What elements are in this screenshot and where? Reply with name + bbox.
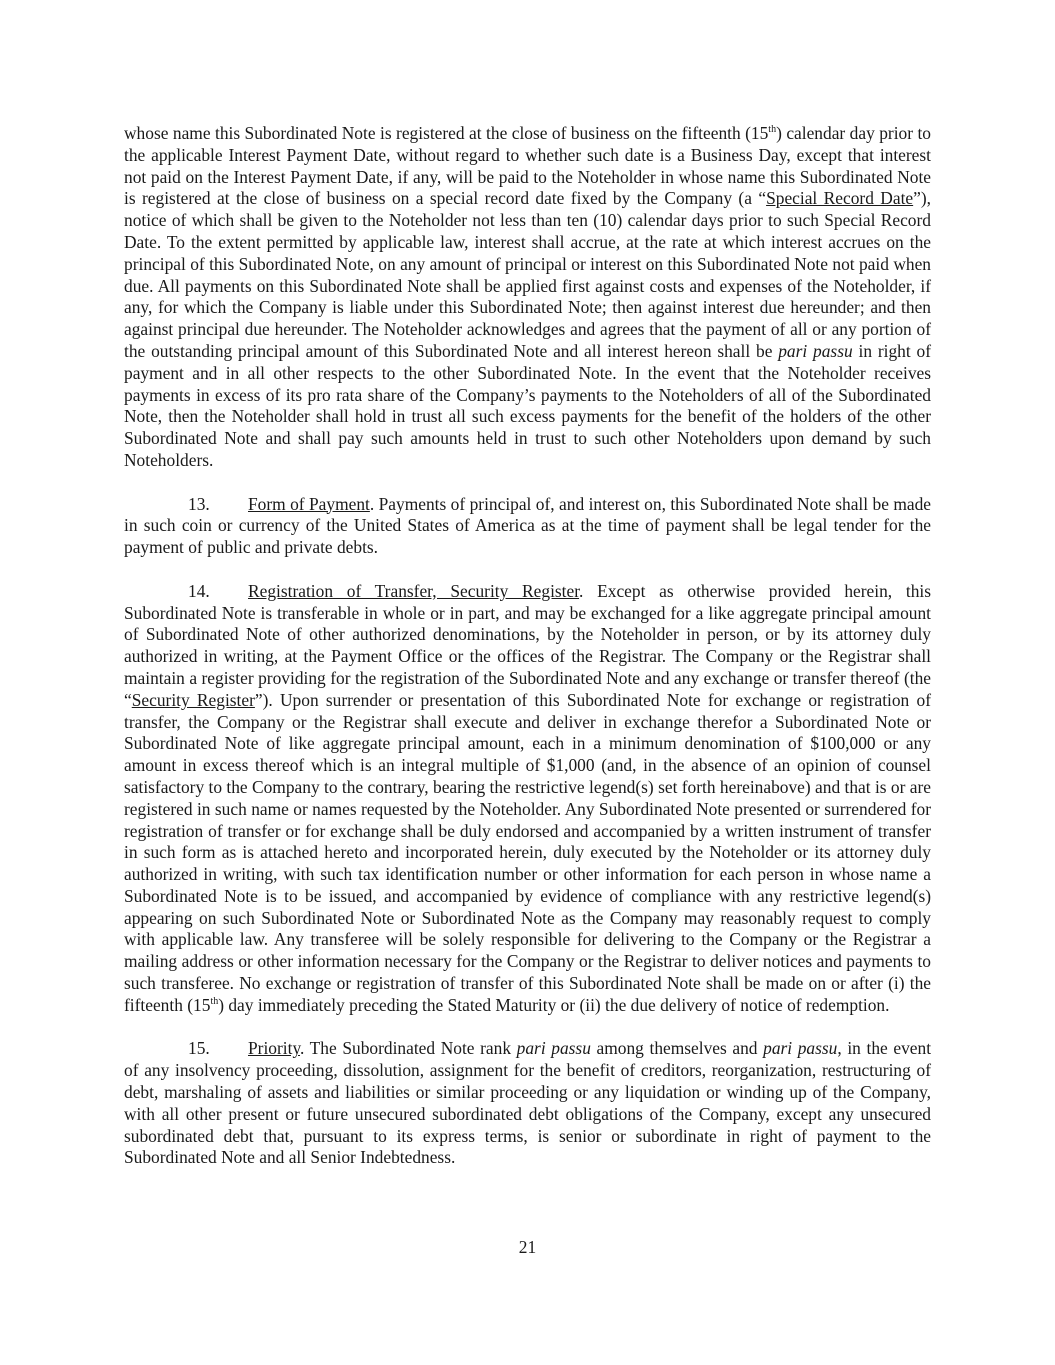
text-run: ) day immediately preceding the Stated Maturity or (ii) the due delivery of notice of redemption. [218,994,890,1015]
section-heading: Form of Payment [248,493,370,514]
defined-term-security-register: Security Register [131,689,255,710]
text-run: ”). Upon surrender or presentation of this Subordinated Note for exchange or registration of transfer, the Company or the Registrar shall execute and deliver in exchange therefor a Subordinated Note or Subordinated Note of like aggregate principal amount, each in a minimum denomination of $100,000 or any amount in excess thereof which is an integral multiple of $1,000 (and, in the absence of an opinion of counsel satisfactory to the Company to the contrary, bearing the restrictive legend(s) set forth hereinabove) and that is or are registered in such name or names requested by the Noteholder. Any Subordinated Note presented or surrendered for registration of transfer or for exchange shall be duly endorsed and accompanied by a written instrument of transfer in such form as is attached hereto and incorporated herein, duly executed by the Noteholder or its attorney duly authorized in writing, with such tax identification number or other information for each person in whose name a Subordinated Note is to be issued, and accompanied by evidence of compliance with any restrictive legend(s) appearing on such Subordinated Note or Subordinated Note as the Company may reasonably request to comply with applicable law. Any transferee will be solely responsible for delivering to the Company or the Registrar a mailing address or other information necessary for the Company or the Registrar to deliver notices and payments to such transferee. No exchange or registration of transfer of this Subordinated Note shall be made on or after (i) the fifteenth (15 [124,689,931,1015]
text-run: ”), notice of which shall be given to the Noteholder not less than ten (10) calendar days prior to such Special Record Date. To the extent permitted by applicable law, interest shall accrue, at the rate at which interest accrues on the principal of this Subordinated Note, on any amount of principal or interest on this Subordinated Note not paid when due. All payments on this Subordinated Note shall be applied first against costs and expenses of the Noteholder, if any, for which the Company is liable under this Subordinated Note; then against interest due hereunder; and then against principal due hereunder. The Noteholder acknowledges and agrees that the payment of all or any portion of the outstanding principal amount of this Subordinated Note and all interest hereon shall be [124,188,931,361]
paragraph-13 [124,494,931,559]
text-run: among themselves and [590,1038,764,1059]
section-number: 14. [188,580,210,601]
text-run: ) calendar day prior to the applicable Interest Payment Date, without regard to whether such date is a Business Day, except that interest not paid on the Interest Payment Date, if any, will be paid to the Noteholder in whose name this Subordinated Note is registered at the close of business on a special record date fixed by the Company (a “ [124,123,931,209]
section-number: 13. [188,493,210,514]
text-run: . Payments of principal of, and interest on, this Subordinated Note shall be made in such coin or currency of the United States of America as at the time of payment shall be legal tender for the payment of public and private debts. [124,493,932,558]
paragraph-15 [124,1038,931,1169]
text-run: whose name this Subordinated Note is registered at the close of business on the fifteenth (15 [124,123,769,143]
defined-term-special-record-date: Special Record Date [766,188,914,209]
italic-term: pari passu [763,1038,838,1059]
text-run: in right of payment and in all other respects to the other Subordinated Note. In the event that the Noteholder receives payments in excess of its pro rata share of the Company’s payments to the Noteholders of all of the Subordinated Note, then the Noteholder shall hold in trust all such excess payments for the benefit of the holders of the other Subordinated Note and shall pay such amounts held in trust to such other Noteholders upon demand by such Noteholders. [124,340,931,470]
paragraph-14 [124,581,931,1017]
section-heading: Priority [248,1038,301,1059]
italic-term: pari passu [516,1038,591,1059]
page-number: 21 [518,1237,537,1257]
section-heading: Registration of Transfer, Security Register [248,580,580,601]
text-run: , in the event of any insolvency proceeding, dissolution, assignment for the benefit of creditors, reorganization, restructuring of debt, marshaling of assets and liabilities or similar proceeding or any liquidation or winding up of the Company, with all other present or future unsecured subordinated debt obligations of the Company, except any unsecured subordinated debt that, pursuant to its express terms, is senior or subordinate in right of payment to the Subordinated Note and all Senior Indebtedness. [124,1038,932,1168]
text-run: . The Subordinated Note rank [300,1038,517,1059]
superscript: th [768,124,777,136]
document-page [124,123,931,1169]
superscript: th [210,996,219,1008]
text-run: . Except as otherwise provided herein, this Subordinated Note is transferable in whole or in part, and may be exchanged for a like aggregate principal amount of Subordinated Note of other authorized denominations, by the Noteholder in person, or by its attorney duly authorized in writing, at the Payment Office or the offices of the Registrar. The Company or the Registrar shall maintain a register providing for the registration of the Subordinated Note and any exchange or transfer thereof (the “ [124,580,931,710]
section-number: 15. [188,1038,210,1059]
paragraph-12-continuation [124,123,931,472]
italic-term: pari passu [778,340,853,361]
